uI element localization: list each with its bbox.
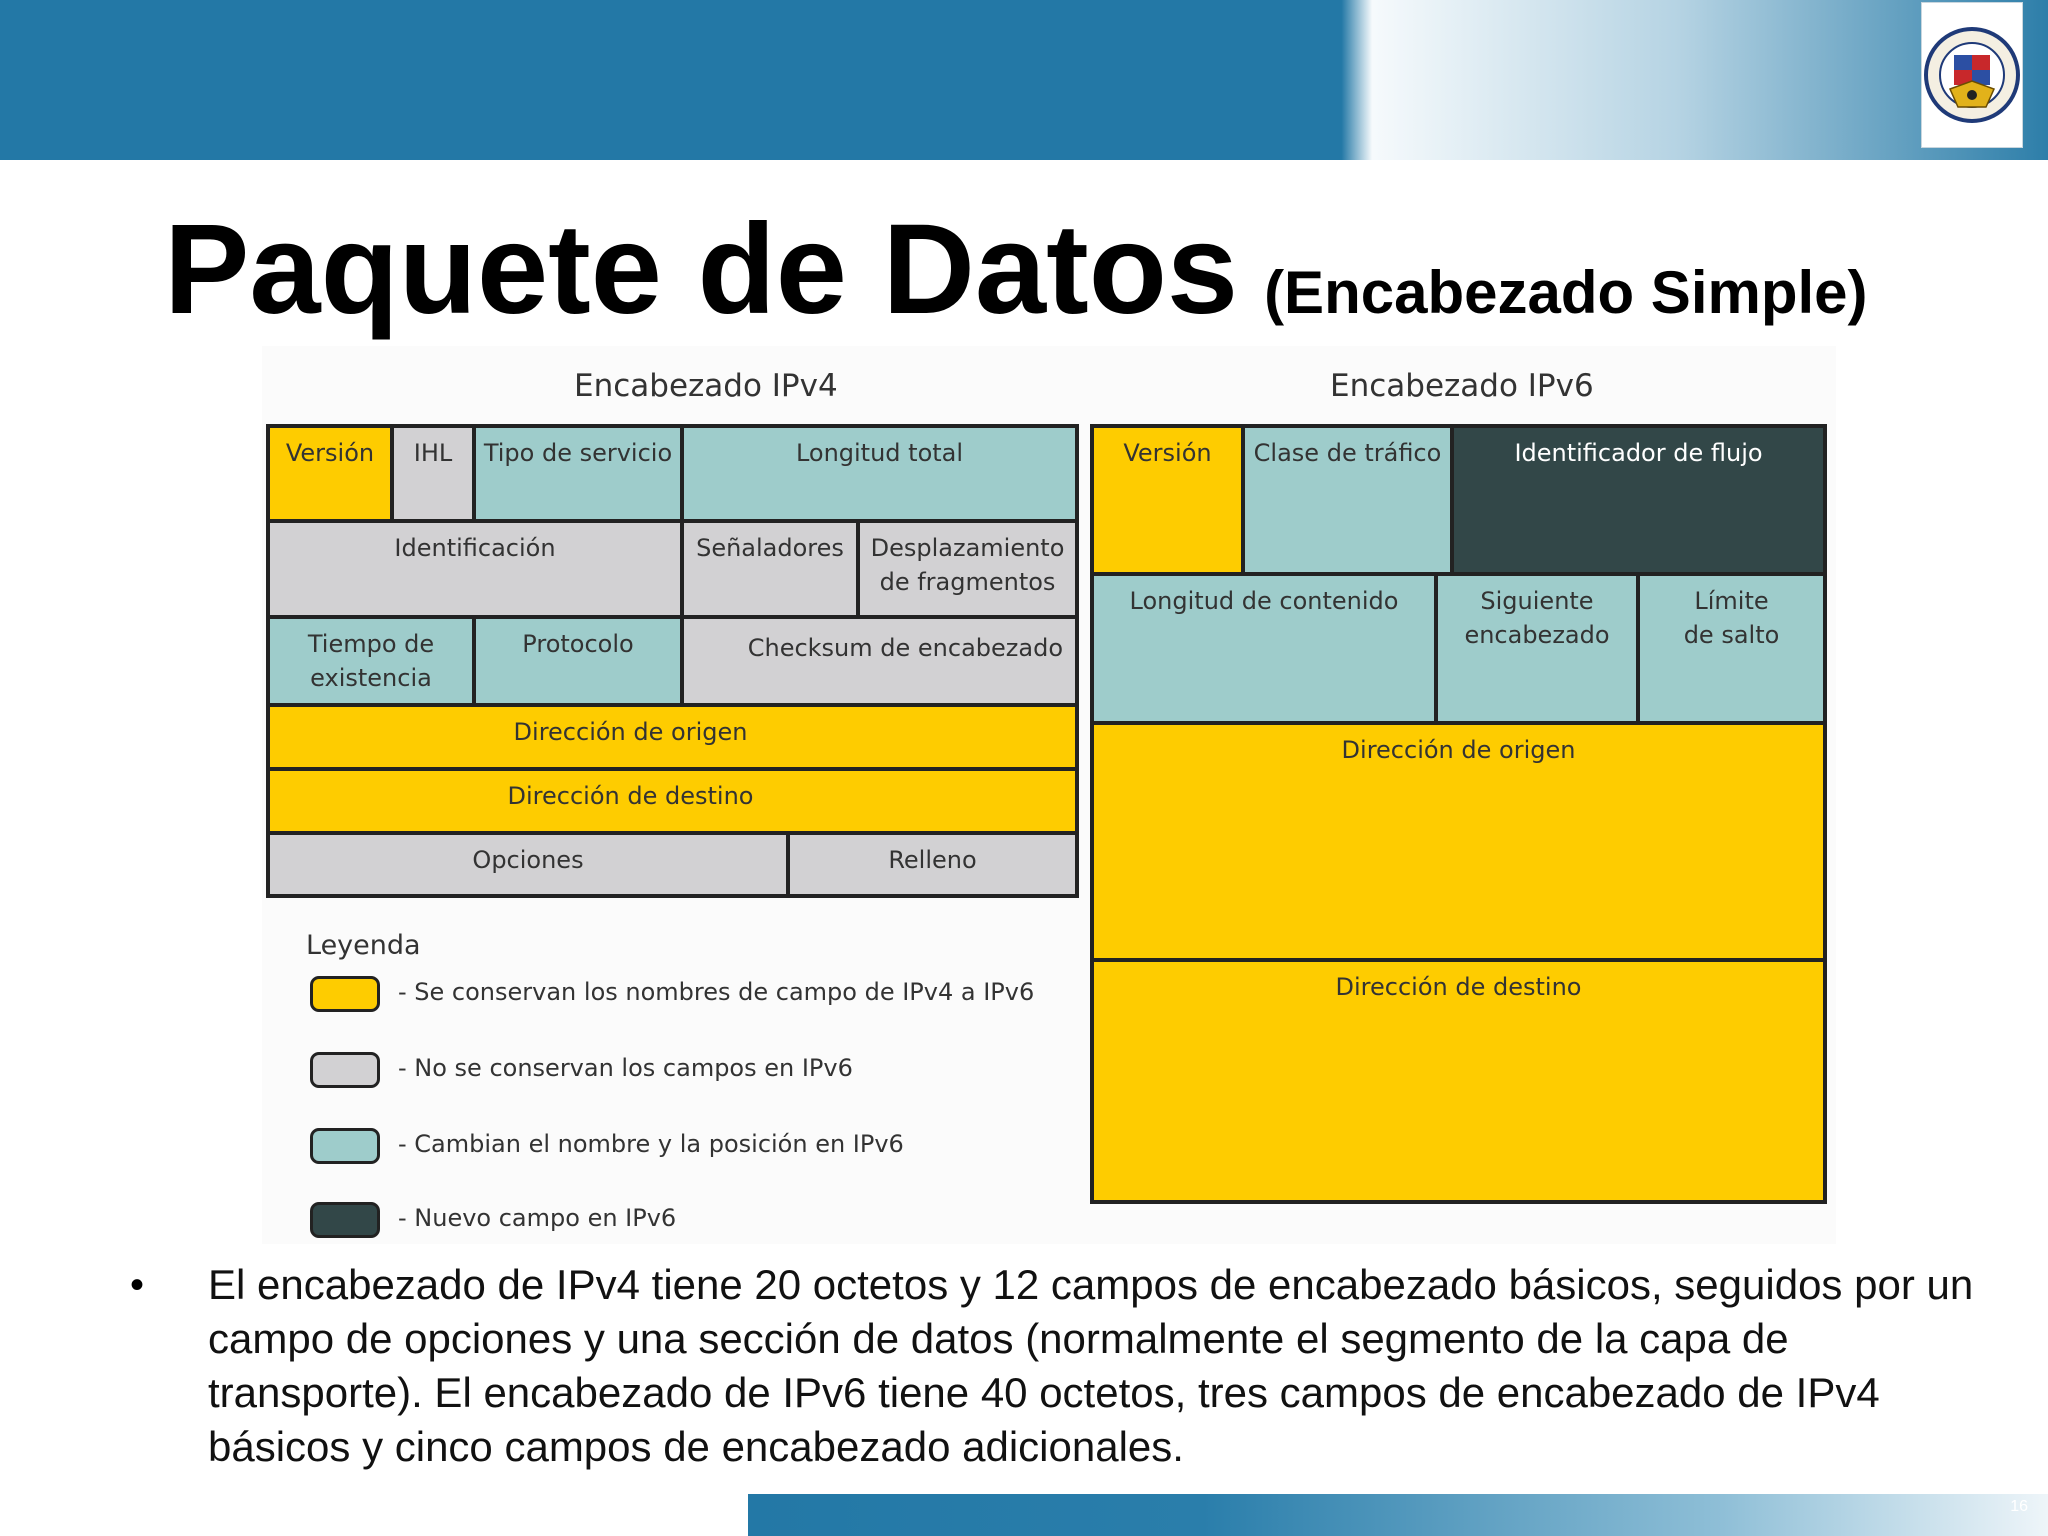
ipv4-options: Opciones [268, 833, 788, 896]
legend-swatch-renamed [310, 1128, 380, 1164]
ipv6-flow-label: Identificador de flujo [1452, 426, 1825, 574]
ipv4-destination-address: Dirección de destino [268, 769, 1077, 833]
legend-swatch-conserved [310, 976, 380, 1012]
legend-text: - Se conservan los nombres de campo de IPv4 a IPv6 [398, 978, 1035, 1006]
ipv6-title: Encabezado IPv6 [1330, 368, 1594, 404]
footer-banner [748, 1494, 2048, 1536]
header-banner [0, 0, 2048, 160]
ipv4-type-of-service: Tipo de servicio [474, 426, 682, 521]
title-subtitle: (Encabezado Simple) [1264, 259, 1868, 326]
ipv4-fragment-offset: Desplazamiento de fragmentos [858, 521, 1077, 617]
ipv6-destination-address: Dirección de destino [1092, 960, 1825, 1202]
ipv4-header-checksum: Checksum de encabezado [682, 617, 1077, 705]
university-logo [1921, 2, 2023, 148]
bullet-paragraph: El encabezado de IPv4 tiene 20 octetos y 12 campos de encabezado básicos, seguidos por un campo de opciones y una sección de datos (normalmente el segmento de la capa de transporte). El encabezado de IPv6 tiene 40 octetos, tres campos de encabezado de IPv4 básicos y cinco campos de encabezado adicionales. [208, 1261, 1974, 1470]
title-main: Paquete de Datos [164, 198, 1239, 341]
legend-text: - Nuevo campo en IPv6 [398, 1204, 677, 1232]
legend-swatch-not-conserved [310, 1052, 380, 1088]
legend-swatch-new [310, 1202, 380, 1238]
ipv4-ttl: Tiempo de existencia [268, 617, 474, 705]
slide-title [164, 196, 2004, 343]
ipv4-padding: Relleno [788, 833, 1077, 896]
legend-title: Leyenda [306, 930, 421, 961]
page-number: 16 [2010, 1498, 2028, 1515]
legend-text: - Cambian el nombre y la posición en IPv6 [398, 1130, 904, 1158]
ipv4-version: Versión [268, 426, 392, 521]
ipv4-source-address: Dirección de origen [268, 705, 1077, 769]
ipv4-ihl: IHL [392, 426, 474, 521]
legend-text: - No se conservan los campos en IPv6 [398, 1054, 853, 1082]
ipv6-traffic-class: Clase de tráfico [1243, 426, 1452, 574]
ipv4-identification: Identificación [268, 521, 682, 617]
ipv4-title: Encabezado IPv4 [574, 368, 838, 404]
ipv4-total-length: Longitud total [682, 426, 1077, 521]
ipv6-payload-length: Longitud de contenido [1092, 574, 1436, 723]
ipv6-source-address: Dirección de origen [1092, 723, 1825, 960]
ipv4-flags: Señaladores [682, 521, 858, 617]
ipv6-next-header: Siguiente encabezado [1436, 574, 1638, 723]
ipv4-protocol: Protocolo [474, 617, 682, 705]
ipv6-version: Versión [1092, 426, 1243, 574]
bullet-dot: • [130, 1263, 145, 1307]
ipv6-hop-limit: Límite de salto [1638, 574, 1825, 723]
